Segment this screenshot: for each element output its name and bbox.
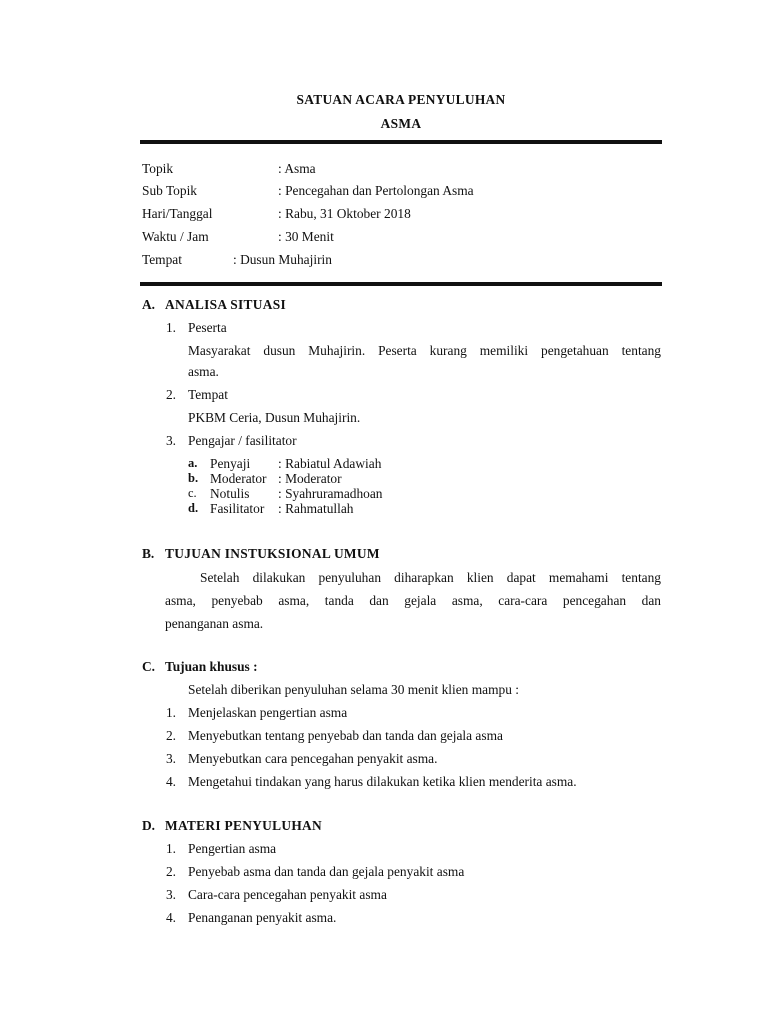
document-title: SATUAN ACARA PENYULUHAN (296, 92, 506, 107)
a-item3-number: 3. (165, 433, 176, 448)
c-item1-text: Menjelaskan pengertian asma (188, 705, 348, 720)
a-item1-text-line1: Masyarakat dusun Muhajirin. Peserta kurang memiliki pengetahuan tentang (188, 343, 661, 358)
section-c-heading: Tujuan khusus : (165, 659, 258, 674)
section-a-letter: A. (142, 297, 156, 312)
c-intro: Setelah diberikan penyuluhan selama 30 menit klien mampu : (188, 682, 519, 697)
hari-value: : Rabu, 31 Oktober 2018 (278, 206, 411, 221)
c-item3-number: 3. (165, 751, 176, 766)
section-d-heading: MATERI PENYULUHAN (165, 818, 322, 833)
c-item2-text: Menyebutkan tentang penyebab dan tanda dan gejala asma (188, 728, 503, 743)
a-item2-title: Tempat (188, 387, 228, 402)
waktu-value: : 30 Menit (278, 229, 334, 244)
role-a-letter: a. (188, 456, 198, 470)
subtopik-label: Sub Topik (142, 183, 197, 198)
role-a-role: Penyaji (210, 456, 251, 471)
d-item1-text: Pengertian asma (188, 841, 277, 856)
role-d-letter: d. (188, 501, 199, 515)
c-item4-text: Mengetahui tindakan yang harus dilakukan ketika klien menderita asma. (188, 774, 577, 789)
role-c-letter: c. (188, 486, 197, 500)
section-a-heading: ANALISA SITUASI (165, 297, 286, 312)
waktu-label: Waktu / Jam (142, 229, 209, 244)
d-item4-text: Penanganan penyakit asma. (188, 910, 337, 925)
d-item3-text: Cara-cara pencegahan penyakit asma (188, 887, 387, 902)
b-paragraph-line2: asma, penyebab asma, tanda dan gejala asma, cara-cara pencegahan dan (165, 593, 661, 608)
a-item3-title: Pengajar / fasilitator (188, 433, 297, 448)
section-c-letter: C. (142, 659, 156, 674)
role-d-name: : Rahmatullah (278, 501, 354, 516)
role-c-role: Notulis (210, 486, 250, 501)
title-rule (140, 140, 662, 144)
c-item1-number: 1. (165, 705, 176, 720)
section-d-letter: D. (142, 818, 156, 833)
d-item2-text: Penyebab asma dan tanda dan gejala penyakit asma (188, 864, 465, 879)
section-b-heading: TUJUAN INSTUKSIONAL UMUM (165, 546, 380, 561)
subtopik-value: : Pencegahan dan Pertolongan Asma (278, 183, 474, 198)
role-b-letter: b. (188, 471, 199, 485)
topik-value: : Asma (278, 161, 316, 176)
b-paragraph-line3: penanganan asma. (165, 616, 264, 631)
document-subtitle: ASMA (380, 116, 422, 131)
topik-label: Topik (142, 161, 174, 176)
d-item3-number: 3. (165, 887, 176, 902)
d-item2-number: 2. (165, 864, 176, 879)
hari-label: Hari/Tanggal (142, 206, 213, 221)
info-rule (140, 282, 662, 286)
role-d-role: Fasilitator (210, 501, 265, 516)
c-item4-number: 4. (165, 774, 176, 789)
a-item1-number: 1. (165, 320, 176, 335)
c-item2-number: 2. (165, 728, 176, 743)
tempat-value: : Dusun Muhajirin (233, 252, 332, 267)
a-item1-text-line2: asma. (188, 364, 219, 379)
d-item1-number: 1. (165, 841, 176, 856)
a-item1-title: Peserta (188, 320, 227, 335)
a-item2-text: PKBM Ceria, Dusun Muhajirin. (188, 410, 361, 425)
a-item2-number: 2. (165, 387, 176, 402)
role-c-name: : Syahruramadhoan (278, 486, 383, 501)
section-b-letter: B. (142, 546, 155, 561)
role-b-role: Moderator (210, 471, 267, 486)
d-item4-number: 4. (165, 910, 176, 925)
role-a-name: : Rabiatul Adawiah (278, 456, 382, 471)
tempat-label: Tempat (142, 252, 182, 267)
role-b-name: : Moderator (278, 471, 342, 486)
c-item3-text: Menyebutkan cara pencegahan penyakit asma. (188, 751, 438, 766)
b-paragraph-line1: Setelah dilakukan penyuluhan diharapkan klien dapat memahami tentang (200, 570, 661, 585)
